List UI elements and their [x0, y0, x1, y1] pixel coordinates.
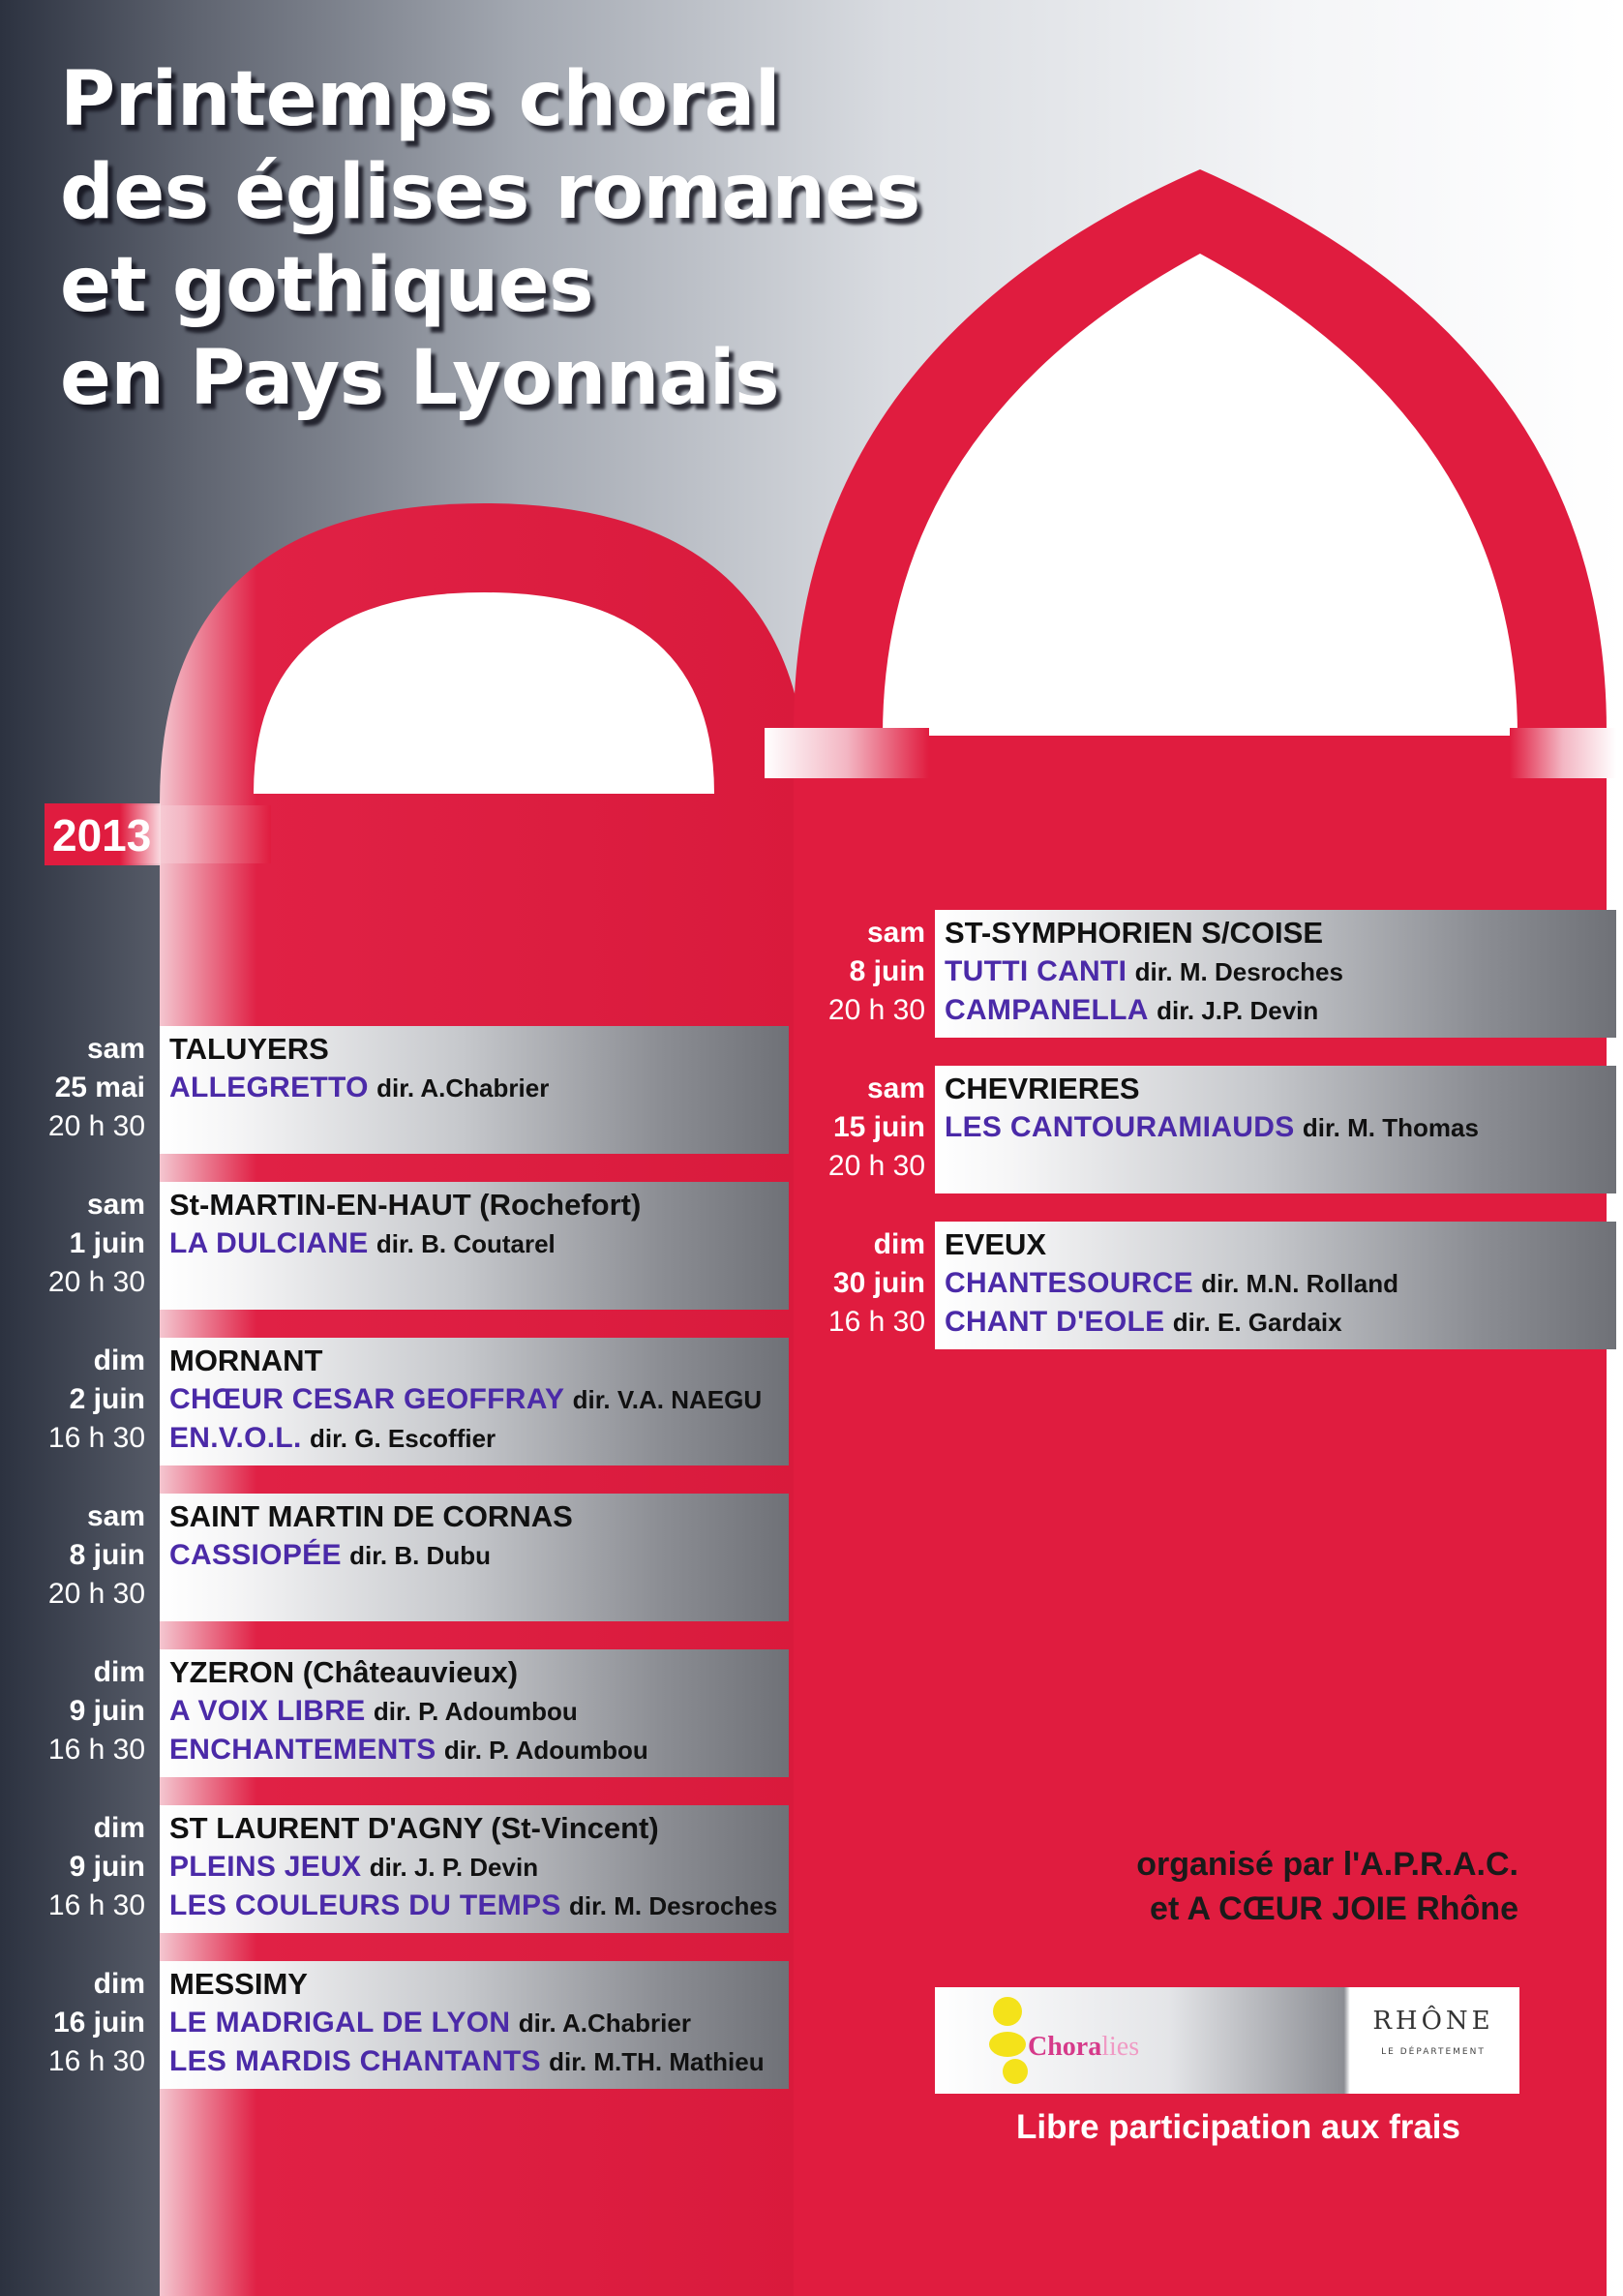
event-date: 1 juin [69, 1227, 145, 1259]
title-line: Printemps choral [60, 56, 780, 143]
event-date: 16 juin [52, 2007, 145, 2039]
choir-name: LES MARDIS CHANTANTS [169, 2045, 541, 2077]
choir-name: ALLEGRETTO [169, 1072, 369, 1103]
choir-name: TUTTI CANTI [945, 955, 1127, 987]
event-weekday: sam [866, 917, 925, 949]
event-entry [0, 1649, 789, 1777]
choir-director: dir. V.A. NAEGU [572, 1385, 763, 1414]
event-choir-line [945, 952, 1343, 991]
event-date: 8 juin [69, 1539, 145, 1571]
rhone-subtitle: LE DÉPARTEMENT [1381, 2047, 1486, 2057]
event-when [10, 1342, 145, 1458]
event-entry [0, 1066, 1616, 1193]
event-panel [160, 1805, 789, 1933]
flower-icon [1003, 2059, 1028, 2084]
choir-name: LES CANTOURAMIAUDS [945, 1111, 1295, 1143]
event-when [10, 1497, 145, 1614]
organizer-line: organisé par l'A.P.R.A.C. [1136, 1846, 1518, 1883]
event-when [10, 1653, 145, 1769]
event-location: St-MARTIN-EN-HAUT (Rochefort) [169, 1188, 642, 1222]
event-entry [0, 1338, 789, 1465]
choir-director: dir. P. Adoumbou [373, 1697, 578, 1726]
choir-director: dir. J.P. Devin [1157, 996, 1319, 1025]
choir-director: dir. M.TH. Mathieu [549, 2047, 765, 2076]
event-panel [160, 1338, 789, 1465]
event-weekday: sam [86, 1033, 145, 1065]
choir-director: dir. B. Dubu [349, 1541, 491, 1570]
event-location: YZERON (Châteauvieux) [169, 1655, 519, 1689]
event-panel [160, 1494, 789, 1621]
choir-name: A VOIX LIBRE [169, 1695, 366, 1727]
title-line: des églises romanes [60, 149, 920, 236]
event-entry [0, 1494, 789, 1621]
rhone-name: RHÔNE [1372, 2007, 1494, 2036]
event-weekday: dim [93, 1656, 145, 1688]
event-weekday: sam [86, 1189, 145, 1221]
event-panel [160, 1961, 789, 2089]
event-time: 16 h 30 [47, 1889, 145, 1921]
choralies-wordmark-b: lies [1101, 2032, 1140, 2062]
event-when [790, 914, 925, 1030]
event-choir-line [945, 991, 1318, 1030]
event-date: 9 juin [69, 1851, 145, 1883]
rhone-logo [1361, 2007, 1506, 2057]
event-date: 15 juin [832, 1111, 925, 1143]
choir-director: dir. M.N. Rolland [1201, 1269, 1398, 1298]
choralies-logo [989, 1995, 1183, 2087]
event-choir-line [169, 1887, 777, 1925]
choir-name: LES COULEURS DU TEMPS [169, 1889, 561, 1921]
event-weekday: sam [866, 1072, 925, 1104]
choir-name: CHANT D'EOLE [945, 1306, 1165, 1338]
choir-name: CASSIOPÉE [169, 1539, 342, 1571]
choralies-wordmark [1028, 2032, 1139, 2063]
event-entry [0, 1805, 789, 1933]
event-time: 16 h 30 [827, 1306, 925, 1338]
choir-director: dir. B. Coutarel [376, 1229, 556, 1258]
event-time: 20 h 30 [47, 1266, 145, 1298]
event-panel [160, 1649, 789, 1777]
choir-name: EN.V.O.L. [169, 1422, 302, 1454]
event-time: 16 h 30 [47, 1422, 145, 1454]
event-when [10, 1809, 145, 1925]
event-choir-line [169, 1848, 538, 1887]
choir-name: CHANTESOURCE [945, 1267, 1193, 1299]
choir-director: dir. J. P. Devin [369, 1853, 539, 1882]
choir-name: ENCHANTEMENTS [169, 1734, 436, 1766]
event-entry [0, 910, 1616, 1038]
choir-director: dir. A.Chabrier [376, 1073, 550, 1103]
event-choir-line [169, 1380, 762, 1419]
choir-name: CHŒUR CESAR GEOFFRAY [169, 1383, 565, 1415]
event-location: MESSIMY [169, 1967, 308, 2001]
event-date: 9 juin [69, 1695, 145, 1727]
event-time: 20 h 30 [827, 1150, 925, 1182]
event-weekday: dim [93, 1812, 145, 1844]
event-time: 20 h 30 [47, 1110, 145, 1142]
choir-director: dir. G. Escoffier [309, 1424, 496, 1453]
organizer [1136, 1842, 1518, 1931]
year-label: 2013 [52, 810, 152, 861]
capital-right [1510, 728, 1616, 778]
event-panel [935, 1066, 1616, 1193]
event-time: 16 h 30 [47, 2045, 145, 2077]
event-time: 16 h 30 [47, 1734, 145, 1766]
choir-director: dir. M. Desroches [569, 1891, 778, 1920]
choir-name: LE MADRIGAL DE LYON [169, 2007, 511, 2039]
event-choir-line [945, 1264, 1398, 1303]
event-panel [935, 910, 1616, 1038]
poster-title [60, 53, 920, 425]
event-entry [0, 1961, 789, 2089]
event-choir-line [169, 1731, 648, 1769]
choir-director: dir. E. Gardaix [1172, 1308, 1342, 1337]
event-date: 30 juin [832, 1267, 925, 1299]
event-when [790, 1070, 925, 1186]
event-time: 20 h 30 [827, 994, 925, 1026]
event-location: ST LAURENT D'AGNY (St-Vincent) [169, 1811, 659, 1845]
event-location: MORNANT [169, 1344, 323, 1377]
title-line: en Pays Lyonnais [60, 335, 780, 422]
event-when [790, 1225, 925, 1342]
flower-icon [993, 1997, 1022, 2026]
event-choir-line [945, 1108, 1479, 1147]
event-location: ST-SYMPHORIEN S/COISE [945, 916, 1324, 950]
event-entry [0, 1222, 1616, 1349]
choir-director: dir. A.Chabrier [518, 2009, 691, 2038]
event-location: CHEVRIERES [945, 1072, 1140, 1105]
capital-mid [765, 728, 929, 778]
choralies-wordmark-a: Chora [1028, 2032, 1102, 2062]
choir-director: dir. M. Thomas [1302, 1113, 1479, 1142]
event-time: 20 h 30 [47, 1578, 145, 1610]
organizer-line: et A CŒUR JOIE Rhône [1150, 1890, 1518, 1927]
event-date: 8 juin [849, 955, 925, 987]
choir-director: dir. P. Adoumbou [443, 1736, 648, 1765]
event-choir-line [169, 2042, 765, 2081]
event-choir-line [169, 1419, 496, 1458]
sponsor-logos [935, 1987, 1519, 2094]
choir-name: PLEINS JEUX [169, 1851, 362, 1883]
choir-name: LA DULCIANE [169, 1227, 369, 1259]
event-choir-line [169, 1536, 491, 1575]
event-location: TALUYERS [169, 1032, 329, 1066]
choir-name: CAMPANELLA [945, 994, 1149, 1026]
footer-note: Libre participation aux frais [1016, 2108, 1460, 2146]
event-date: 25 mai [54, 1072, 145, 1103]
event-choir-line [945, 1303, 1342, 1342]
event-weekday: dim [93, 1344, 145, 1376]
title-line: et gothiques [60, 242, 594, 329]
event-weekday: dim [93, 1968, 145, 2000]
event-choir-line [169, 1692, 578, 1731]
event-weekday: sam [86, 1500, 145, 1532]
event-weekday: dim [873, 1228, 925, 1260]
event-choir-line [169, 2004, 691, 2042]
event-location: EVEUX [945, 1227, 1047, 1261]
event-panel [935, 1222, 1616, 1349]
event-when [10, 1965, 145, 2081]
choir-director: dir. M. Desroches [1134, 957, 1343, 986]
event-location: SAINT MARTIN DE CORNAS [169, 1499, 573, 1533]
year-badge [45, 803, 161, 865]
event-date: 2 juin [69, 1383, 145, 1415]
flower-icon [989, 2032, 1026, 2057]
